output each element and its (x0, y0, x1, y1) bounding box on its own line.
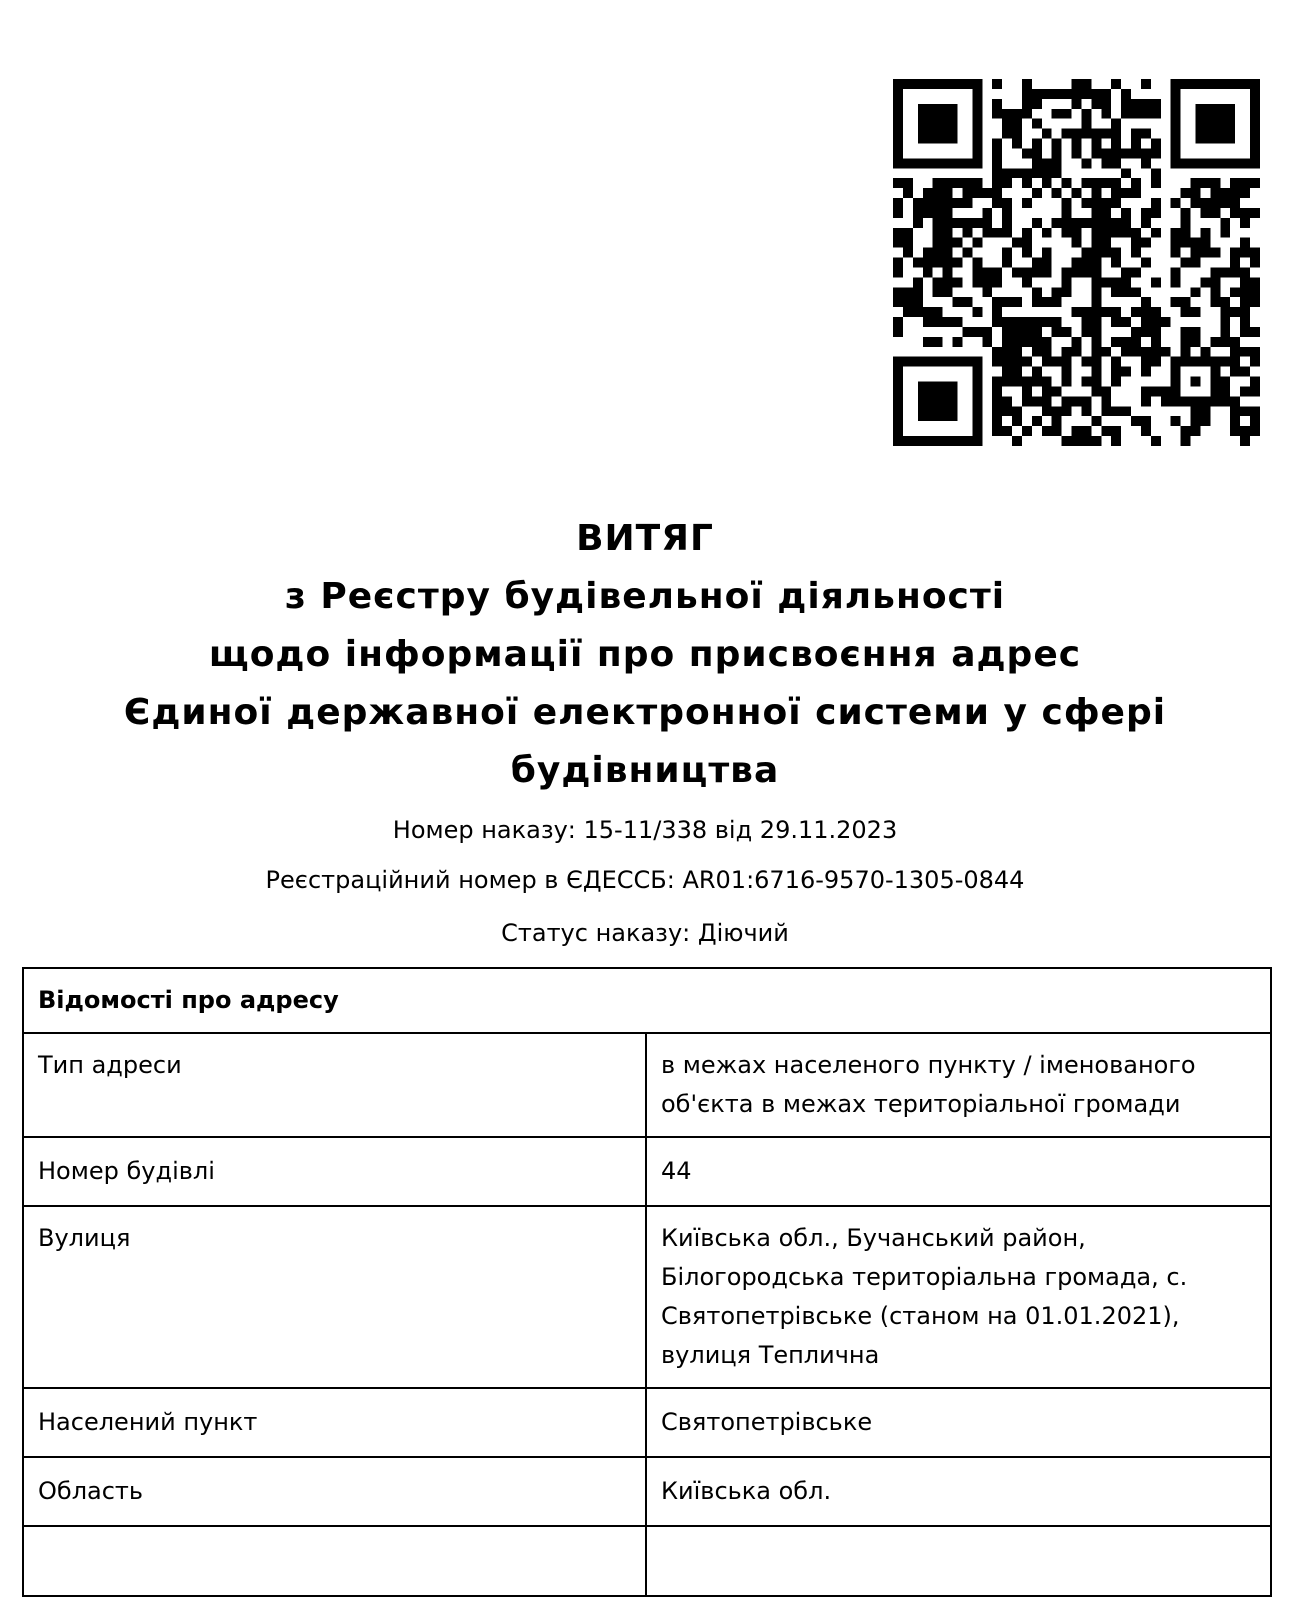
row-value: Святопетрівське (646, 1388, 1271, 1457)
row-label: Тип адреси (23, 1033, 646, 1137)
row-value: в межах населеного пункту / іменованого об'єкта в межах територіальної громади (646, 1033, 1271, 1137)
title-line: Єдиної державної електронної системи у сфері (123, 692, 1167, 733)
row-label: Область (23, 1457, 646, 1526)
table-row (23, 1388, 1271, 1457)
title-line: будівництва (510, 750, 780, 791)
row-value: Київська обл., Бучанський район, Білогородська територіальна громада, с. Святопетрівське (станом на 01.01.2021), вулиця Теплична (646, 1206, 1271, 1388)
qr-code-icon (893, 79, 1260, 446)
table-header: Відомості про адресу (23, 968, 1271, 1033)
row-value: Київська обл. (646, 1457, 1271, 1526)
registration-number: Реєстраційний номер в ЄДЕССБ: AR01:6716-9570-1305-0844 (265, 866, 1025, 894)
table-header-row (23, 968, 1271, 1033)
table-row (23, 1137, 1271, 1206)
title-line: ВИТЯГ (576, 518, 714, 559)
title-line: щодо інформації про присвоєння адрес (208, 634, 1082, 675)
row-label: Населений пункт (23, 1388, 646, 1457)
row-value: 44 (646, 1137, 1271, 1206)
row-label: Номер будівлі (23, 1137, 646, 1206)
table-row (23, 1457, 1271, 1526)
table-row (23, 1526, 1271, 1596)
address-info-table (22, 967, 1272, 1597)
row-label: Вулиця (23, 1206, 646, 1388)
document-title (0, 510, 1290, 800)
table-row (23, 1033, 1271, 1137)
row-label (23, 1526, 646, 1596)
row-value (646, 1526, 1271, 1596)
table-row (23, 1206, 1271, 1388)
order-status: Статус наказу: Діючий (501, 919, 789, 947)
title-line: з Реєстру будівельної діяльності (284, 576, 1006, 617)
order-number: Номер наказу: 15-11/338 від 29.11.2023 (392, 816, 898, 844)
